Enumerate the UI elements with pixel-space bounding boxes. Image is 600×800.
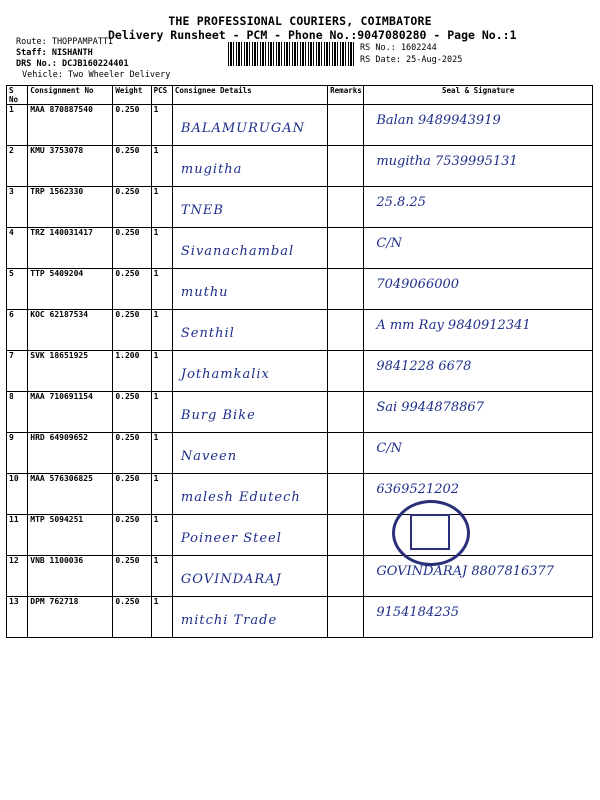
cell-consignee-handwritten-text: mugitha (180, 162, 243, 177)
table-row (7, 228, 593, 269)
cell-consignment-no-text: DPM 762718 (30, 597, 79, 606)
cell-pcs (151, 515, 172, 556)
cell-sno (7, 187, 28, 228)
cell-weight (113, 228, 151, 269)
cell-consignment-no (28, 515, 113, 556)
cell-sno-text: 7 (9, 351, 14, 360)
cell-consignment-no (28, 105, 113, 146)
cell-sno-text: 10 (9, 474, 19, 483)
cell-consignment-no-text: MTP 5094251 (30, 515, 84, 524)
table-row (7, 556, 593, 597)
cell-consignment-no (28, 187, 113, 228)
cell-weight (113, 187, 151, 228)
cell-consignee-handwritten (172, 392, 327, 433)
cell-consignment-no (28, 269, 113, 310)
cell-consignment-no (28, 228, 113, 269)
cell-signature-handwritten (364, 351, 593, 392)
cell-consignment-no (28, 310, 113, 351)
table-row (7, 187, 593, 228)
col-header-pcs: PCS (151, 86, 172, 105)
cell-pcs (151, 392, 172, 433)
cell-weight (113, 433, 151, 474)
cell-signature-handwritten-text: Sai 9944878867 (376, 400, 484, 415)
cell-sno-text: 8 (9, 392, 14, 401)
cell-consignment-no-text: MAA 576306825 (30, 474, 93, 483)
cell-pcs (151, 228, 172, 269)
cell-consignee-handwritten-text: malesh Edutech (180, 490, 301, 505)
cell-remarks (328, 187, 364, 228)
cell-consignee-handwritten-text: muthu (180, 285, 229, 300)
cell-signature-handwritten-text: mugitha 7539995131 (376, 154, 518, 169)
cell-consignee-handwritten (172, 269, 327, 310)
cell-sno (7, 269, 28, 310)
cell-weight (113, 515, 151, 556)
cell-remarks (328, 310, 364, 351)
table-row (7, 474, 593, 515)
cell-consignee-handwritten-text: BALAMURUGAN (180, 121, 306, 136)
cell-signature-handwritten-text: C/N (376, 236, 403, 251)
cell-weight-text: 0.250 (115, 474, 140, 483)
col-header-consignment: Consignment No (28, 86, 113, 105)
cell-consignee-handwritten (172, 228, 327, 269)
cell-sno-text: 13 (9, 597, 19, 606)
table-row (7, 146, 593, 187)
cell-pcs-text: 1 (153, 351, 159, 360)
cell-weight-text: 0.250 (115, 228, 140, 237)
cell-remarks (328, 146, 364, 187)
cell-pcs (151, 556, 172, 597)
cell-pcs (151, 269, 172, 310)
table-row (7, 392, 593, 433)
cell-signature-handwritten (364, 474, 593, 515)
cell-consignee-handwritten-text: Burg Bike (180, 408, 256, 423)
cell-consignment-no (28, 351, 113, 392)
cell-weight-text: 0.250 (115, 105, 140, 114)
cell-consignee-handwritten-text: Senthil (180, 326, 235, 341)
cell-weight-text: 0.250 (115, 310, 140, 319)
cell-sno (7, 515, 28, 556)
cell-sno-text: 9 (9, 433, 14, 442)
cell-pcs-text: 1 (153, 392, 159, 401)
cell-signature-handwritten (364, 228, 593, 269)
rs-number: RS No.: 1602244 (360, 43, 437, 53)
cell-pcs (151, 310, 172, 351)
cell-remarks (328, 556, 364, 597)
cell-weight-text: 0.250 (115, 146, 140, 155)
col-header-remarks: Remarks (328, 86, 364, 105)
cell-consignment-no-text: KOC 62187534 (30, 310, 89, 319)
cell-signature-handwritten (364, 433, 593, 474)
cell-pcs-text: 1 (153, 597, 159, 606)
cell-signature-handwritten (364, 269, 593, 310)
cell-remarks (328, 433, 364, 474)
cell-pcs-text: 1 (153, 515, 159, 524)
cell-weight-text: 0.250 (115, 556, 140, 565)
cell-weight (113, 556, 151, 597)
cell-consignment-no-text: HRD 64909652 (30, 433, 89, 442)
cell-weight-text: 0.250 (115, 392, 140, 401)
cell-weight-text: 0.250 (115, 187, 140, 196)
cell-consignee-handwritten-text: mitchi Trade (180, 613, 278, 628)
cell-consignee-handwritten-text: Jothamkalix (180, 367, 270, 382)
cell-consignee-handwritten (172, 310, 327, 351)
cell-weight-text: 0.250 (115, 515, 140, 524)
company-seal-stamp-inner (410, 514, 450, 550)
cell-pcs (151, 146, 172, 187)
cell-sno-text: 3 (9, 187, 14, 196)
cell-signature-handwritten-text: 7049066000 (376, 277, 460, 292)
cell-sno (7, 228, 28, 269)
cell-consignee-handwritten (172, 146, 327, 187)
cell-sno-text: 5 (9, 269, 14, 278)
cell-consignee-handwritten (172, 597, 327, 638)
cell-pcs (151, 187, 172, 228)
cell-weight (113, 351, 151, 392)
cell-pcs-text: 1 (153, 269, 159, 278)
cell-consignee-handwritten (172, 474, 327, 515)
cell-consignee-handwritten (172, 105, 327, 146)
cell-consignee-handwritten-text: Sivanachambal (180, 244, 295, 259)
cell-signature-handwritten-text: 9841228 6678 (376, 359, 472, 374)
cell-consignment-no (28, 474, 113, 515)
cell-sno-text: 4 (9, 228, 14, 237)
cell-consignment-no (28, 146, 113, 187)
cell-remarks (328, 269, 364, 310)
cell-sno (7, 310, 28, 351)
cell-signature-handwritten-text: GOVINDARAJ 8807816377 (376, 564, 555, 579)
vehicle-label: Vehicle: Two Wheeler Delivery (22, 70, 171, 80)
cell-consignee-handwritten (172, 433, 327, 474)
cell-pcs-text: 1 (153, 310, 159, 319)
col-header-consignee: Consignee Details (172, 86, 327, 105)
cell-consignment-no-text: KMU 3753078 (30, 146, 84, 155)
runsheet-subtitle: Delivery Runsheet - PCM - Phone No.:9047080280 - Page No.:1 (108, 28, 517, 42)
cell-weight (113, 146, 151, 187)
table-row (7, 515, 593, 556)
cell-weight-text: 1.200 (115, 351, 140, 360)
cell-consignee-handwritten-text: Poineer Steel (180, 531, 282, 546)
cell-weight (113, 474, 151, 515)
cell-pcs (151, 105, 172, 146)
cell-consignment-no (28, 597, 113, 638)
col-header-signature: Seal & Signature (364, 86, 593, 105)
cell-consignment-no-text: VNB 1100036 (30, 556, 84, 565)
cell-remarks (328, 515, 364, 556)
cell-consignment-no-text: MAA 870887540 (30, 105, 93, 114)
cell-signature-handwritten (364, 310, 593, 351)
cell-weight (113, 310, 151, 351)
cell-weight (113, 105, 151, 146)
cell-signature-handwritten (364, 187, 593, 228)
table-row (7, 597, 593, 638)
cell-consignment-no (28, 392, 113, 433)
cell-pcs-text: 1 (153, 146, 159, 155)
cell-sno (7, 474, 28, 515)
runsheet-table (6, 85, 593, 638)
cell-sno-text: 11 (9, 515, 19, 524)
cell-consignment-no (28, 433, 113, 474)
cell-consignee-handwritten (172, 515, 327, 556)
cell-signature-handwritten-text: 6369521202 (376, 482, 460, 497)
table-header-row (7, 86, 593, 105)
cell-sno (7, 597, 28, 638)
cell-weight-text: 0.250 (115, 597, 140, 606)
cell-sno (7, 146, 28, 187)
cell-sno-text: 1 (9, 105, 14, 114)
cell-sno (7, 105, 28, 146)
route-label: Route: THOPPAMPATTI (16, 37, 114, 47)
cell-weight (113, 269, 151, 310)
cell-remarks (328, 351, 364, 392)
cell-consignment-no-text: MAA 710691154 (30, 392, 93, 401)
drs-label: DRS No.: DCJB160224401 (16, 59, 129, 69)
cell-pcs-text: 1 (153, 228, 159, 237)
cell-signature-handwritten-text: A mm Ray 9840912341 (376, 318, 531, 333)
cell-sno (7, 392, 28, 433)
cell-consignment-no-text: TRZ 140031417 (30, 228, 93, 237)
cell-signature-handwritten-text: C/N (376, 441, 403, 456)
cell-pcs-text: 1 (153, 433, 159, 442)
staff-label: Staff: NISHANTH (16, 48, 93, 58)
cell-weight (113, 597, 151, 638)
runsheet-barcode (228, 42, 356, 66)
cell-pcs (151, 474, 172, 515)
cell-sno-text: 6 (9, 310, 14, 319)
cell-consignee-handwritten-text: Naveen (180, 449, 238, 464)
cell-remarks (328, 392, 364, 433)
cell-signature-handwritten-text: 9154184235 (376, 605, 460, 620)
cell-signature-handwritten (364, 105, 593, 146)
cell-remarks (328, 105, 364, 146)
cell-weight (113, 392, 151, 433)
cell-pcs-text: 1 (153, 474, 159, 483)
cell-consignee-handwritten (172, 187, 327, 228)
cell-weight-text: 0.250 (115, 433, 140, 442)
cell-signature-handwritten (364, 392, 593, 433)
table-row (7, 105, 593, 146)
cell-consignment-no-text: TTP 5409204 (30, 269, 84, 278)
company-title: THE PROFESSIONAL COURIERS, COIMBATORE (168, 14, 432, 28)
cell-pcs (151, 433, 172, 474)
cell-sno (7, 433, 28, 474)
cell-sno-text: 2 (9, 146, 14, 155)
cell-remarks (328, 597, 364, 638)
cell-signature-handwritten (364, 556, 593, 597)
cell-signature-handwritten (364, 597, 593, 638)
cell-consignee-handwritten (172, 351, 327, 392)
cell-pcs (151, 351, 172, 392)
cell-signature-handwritten (364, 146, 593, 187)
cell-pcs-text: 1 (153, 187, 159, 196)
cell-consignee-handwritten (172, 556, 327, 597)
cell-sno (7, 556, 28, 597)
cell-sno (7, 351, 28, 392)
col-header-sno: S No (7, 86, 28, 105)
col-header-weight: Weight (113, 86, 151, 105)
cell-remarks (328, 228, 364, 269)
cell-remarks (328, 474, 364, 515)
cell-consignee-handwritten-text: TNEB (180, 203, 224, 218)
cell-pcs-text: 1 (153, 556, 159, 565)
cell-consignment-no (28, 556, 113, 597)
cell-pcs-text: 1 (153, 105, 159, 114)
cell-sno-text: 12 (9, 556, 19, 565)
cell-weight-text: 0.250 (115, 269, 140, 278)
table-row (7, 269, 593, 310)
cell-pcs (151, 597, 172, 638)
rs-date: RS Date: 25-Aug-2025 (360, 55, 463, 65)
cell-signature-handwritten-text: Balan 9489943919 (376, 113, 501, 128)
cell-consignee-handwritten-text: GOVINDARAJ (180, 572, 282, 587)
table-row (7, 310, 593, 351)
cell-signature-handwritten-text: 25.8.25 (376, 195, 426, 210)
table-row (7, 433, 593, 474)
table-row (7, 351, 593, 392)
cell-consignment-no-text: SVK 18651925 (30, 351, 89, 360)
cell-consignment-no-text: TRP 1562330 (30, 187, 84, 196)
